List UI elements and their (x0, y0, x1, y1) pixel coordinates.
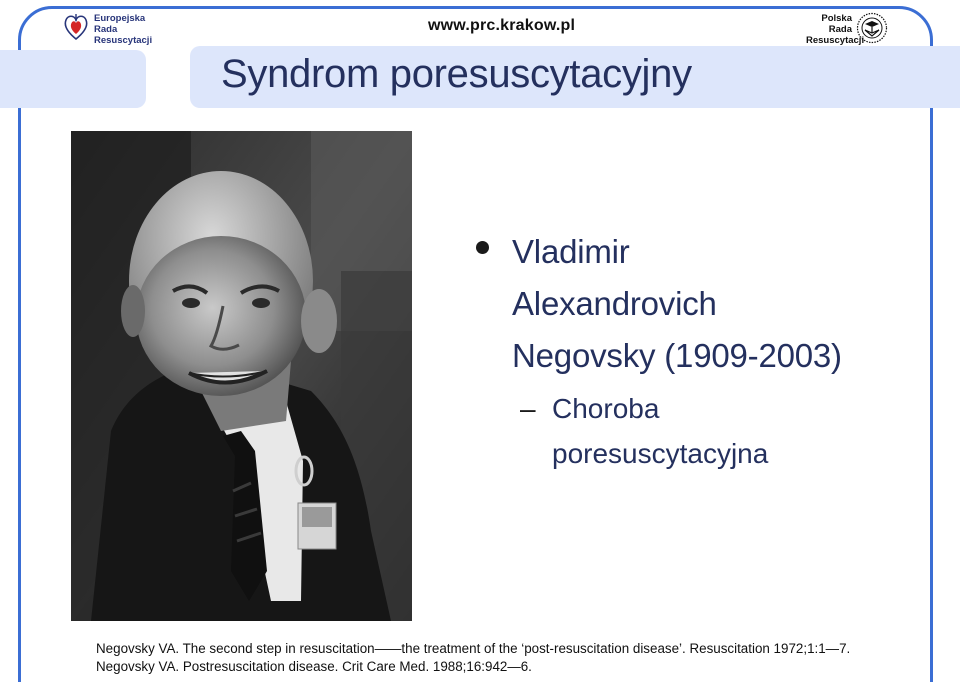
erc-logo-line: Europejska (94, 13, 146, 24)
bullet-dot-icon (476, 241, 489, 254)
prc-logo-text (806, 13, 865, 46)
title-bar-accent (0, 50, 146, 108)
reference-line: Negovsky VA. The second step in resuscitation——the treatment of the ‘post-resuscitation disease’. Resuscitation 1972;1:1—7. (96, 641, 851, 656)
sub-bullet-item (474, 386, 944, 476)
erc-logo-text (94, 13, 152, 46)
prc-logo-line: Polska (821, 13, 852, 24)
portrait-photo (71, 131, 412, 621)
site-url[interactable]: www.prc.krakow.pl (428, 17, 576, 34)
prc-logo-line: Resuscytacji (806, 35, 865, 46)
prc-logo-line: Rada (828, 24, 852, 35)
sub-bullet-text-line: poresuscytacyjna (552, 438, 769, 469)
seal-icon (856, 12, 888, 44)
slide-title: Syndrom poresuscytacyjny (221, 52, 692, 96)
bullet-text-line: Negovsky (1909-2003) (512, 337, 842, 374)
erc-logo-line: Resuscytacji (94, 35, 153, 46)
bullet-text-line: Vladimir (512, 233, 630, 270)
bullet-text-line: Alexandrovich (512, 285, 717, 322)
prc-logo (806, 12, 896, 46)
erc-logo (62, 12, 152, 46)
heart-lungs-icon (62, 12, 90, 42)
references (96, 640, 956, 676)
erc-logo-line: Rada (94, 24, 118, 35)
sub-bullet-text-line: Choroba (552, 393, 660, 424)
sub-bullet-dash: – (520, 393, 536, 424)
bullet-list (474, 226, 944, 476)
reference-line: Negovsky VA. Postresuscitation disease. Crit Care Med. 1988;16:942—6. (96, 659, 532, 674)
bullet-item (474, 226, 944, 382)
